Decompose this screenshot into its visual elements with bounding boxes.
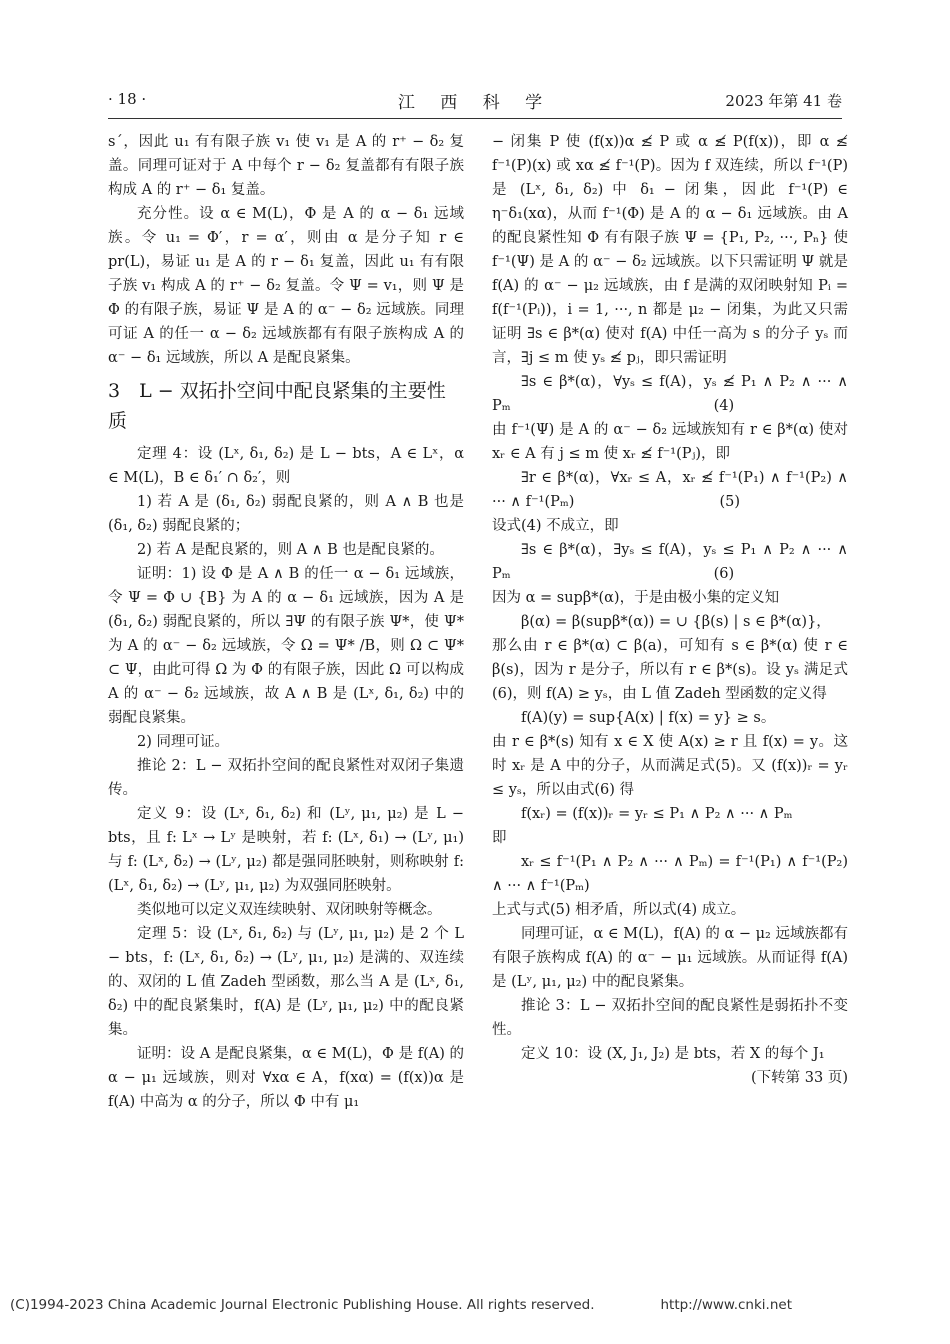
right-column — [492, 130, 848, 1090]
equation-line: xᵣ ≤ f⁻¹(P₁ ∧ P₂ ∧ ··· ∧ Pₘ) = f⁻¹(P₁) ∧ f⁻¹(P₂) ∧ ··· ∧ f⁻¹(Pₘ) — [492, 854, 848, 894]
paragraph: 即 — [492, 830, 507, 846]
paragraph: 同理可证，α ∈ M(L)，f(A) 的 α − μ₂ 远域族都有有限子族构成 f(A) 的 α⁻ − μ₁ 远域族。从而证得 f(A) 是 (Lʸ, μ₁, μ₂) 中的配良紧集。 — [492, 926, 848, 990]
paragraph: 证明：设 A 是配良紧集，α ∈ M(L)，Φ 是 f(A) 的 α − μ₁ 远域族，则对 ∀xα ∈ A，f(xα) = (f(x))α 是 f(A) 中高为 α 的分子，所以 Φ 中有 μ₁ — [108, 1046, 464, 1110]
equation-line: ∃s ∈ β*(α)，∃yₛ ≤ f(A)，yₛ ≤ P₁ ∧ P₂ ∧ ··· ∧ Pₘ (6) — [492, 542, 848, 582]
volume-label: 2023 年第 41 卷 — [725, 92, 842, 110]
paragraph: 由 f⁻¹(Ψ) 是 A 的 α⁻ − δ₂ 远域族知有 r ∈ β*(α) 使对 xᵣ ∈ A 有 j ≤ m 使 xᵣ ≰ f⁻¹(Pⱼ)，即 — [492, 422, 848, 462]
paragraph: 定义 9：设 (Lˣ, δ₁, δ₂) 和 (Lʸ, μ₁, μ₂) 是 L − bts，且 f: Lˣ → Lʸ 是映射，若 f: (Lˣ, δ₁) → (Lʸ, μ₁) 与 f: (Lˣ, δ₂) → (Lʸ, μ₂) 都是强同胚映射，则称映射 f: (Lˣ, δ₁, δ₂) → (Lʸ, μ₁, μ₂) 为双强同胚映射。 — [108, 806, 464, 894]
paragraph: 2) 若 A 是配良紧的，则 A ∧ B 也是配良紧的。 — [137, 542, 444, 558]
section-heading: 3 L − 双拓扑空间中配良紧集的主要性质 — [108, 380, 446, 432]
equation-line: β(α) = β(supβ*(α)) = ∪ {β(s) | s ∈ β*(α)}， — [521, 614, 831, 630]
paragraph: 定理 5：设 (Lˣ, δ₁, δ₂) 与 (Lʸ, μ₁, μ₂) 是 2 个 L − bts，f: (Lˣ, δ₁, δ₂) → (Lʸ, μ₁, μ₂) 是满的、双连续的、双闭的 L 值 Zadeh 型函数，那么当 A 是 (Lˣ, δ₁, δ₂) 中的配良紧集时，f(A) 是 (Lʸ, μ₁, μ₂) 中的配良紧集。 — [108, 926, 464, 1038]
paragraph: 设式(4) 不成立，即 — [492, 518, 619, 534]
journal-title: 江 西 科 学 — [397, 93, 553, 113]
copyright-notice: (C)1994-2023 China Academic Journal Electronic Publishing House. All rights reserved. — [10, 1297, 595, 1313]
page-number: · 18 · — [108, 90, 147, 108]
continuation-note: (下转第 33 页) — [751, 1070, 848, 1086]
paragraph: 因为 α = supβ*(α)，于是由极小集的定义知 — [492, 590, 780, 606]
paragraph: 1) 若 A 是 (δ₁, δ₂) 弱配良紧的，则 A ∧ B 也是 (δ₁, δ₂) 弱配良紧的； — [108, 494, 464, 534]
paragraph: 上式与式(5) 相矛盾，所以式(4) 成立。 — [492, 902, 746, 918]
paragraph: 定理 4：设 (Lˣ, δ₁, δ₂) 是 L − bts，A ∈ Lˣ，α ∈ M(L)，B ∈ δ₁′ ∩ δ₂′，则 — [108, 446, 464, 486]
running-header — [108, 88, 842, 119]
paragraph: 定义 10：设 (X, J₁, J₂) 是 bts，若 X 的每个 J₁ — [521, 1046, 825, 1062]
paragraph: 推论 3：L − 双拓扑空间的配良紧性是弱拓扑不变性。 — [492, 998, 848, 1038]
cnki-url[interactable]: http://www.cnki.net — [660, 1297, 792, 1313]
paragraph: 推论 2：L − 双拓扑空间的配良紧性对双闭子集遗传。 — [108, 758, 464, 798]
equation-line: ∃s ∈ β*(α)，∀yₛ ≤ f(A)，yₛ ≰ P₁ ∧ P₂ ∧ ··· ∧ Pₘ (4) — [492, 374, 848, 414]
equation-line: ∃r ∈ β*(α)，∀xᵣ ≤ A，xᵣ ≰ f⁻¹(P₁) ∧ f⁻¹(P₂) ∧ ··· ∧ f⁻¹(Pₘ) (5) — [492, 470, 848, 510]
paragraph: 类似地可以定义双连续映射、双闭映射等概念。 — [137, 902, 442, 918]
left-column — [108, 130, 464, 1114]
paragraph: 2) 同理可证。 — [137, 734, 229, 750]
equation-line: f(A)(y) = sup{A(x) | f(x) = y} ≥ s。 — [521, 710, 776, 726]
paragraph: 那么由 r ∈ β*(α) ⊂ β(a)，可知有 s ∈ β*(α) 使 r ∈ β(s)，因为 r 是分子，所以有 r ∈ β*(s)。设 yₛ 满足式(6)，则 f(A) ≥ yₛ，由 L 值 Zadeh 型函数的定义得 — [492, 638, 848, 702]
paragraph: 充分性。设 α ∈ M(L)，Φ 是 A 的 α − δ₁ 远域族。令 u₁ = Φ′，r = α′，则由 α 是分子知 r ∈ pr(L)，易证 u₁ 是 A 的 r − δ₁ 复盖，因此 u₁ 有有限子族 v₁ 构成 A 的 r⁺ − δ₂ 复盖。令 Ψ = v₁，则 Ψ 是 Φ 的有限子族，易证 Ψ 是 A 的 α⁻ − δ₂ 远域族。同理可证 A 的任一 α − δ₂ 远域族都有有限子族构成 A 的 α⁻ − δ₁ 远域族，所以 A 是配良紧集。 — [108, 206, 464, 366]
equation-line: f(xᵣ) = (f(x))ᵣ = yᵣ ≤ P₁ ∧ P₂ ∧ ··· ∧ Pₘ — [521, 806, 793, 822]
paragraph: 由 r ∈ β*(s) 知有 x ∈ X 使 A(x) ≥ r 且 f(x) = y。这时 xᵣ 是 A 中的分子，从而满足式(5)。又 (f(x))ᵣ = yᵣ ≤ yₛ，所以由式(6) 得 — [492, 734, 848, 798]
paragraph: − 闭集 P 使 (f(x))α ≰ P 或 α ≰ P(f(x))，即 α ≰ f⁻¹(P)(x) 或 xα ≰ f⁻¹(P)。因为 f 双连续，所以 f⁻¹(P) 是 (Lˣ, δ₁, δ₂) 中 δ₁ − 闭集，因此 f⁻¹(P) ∈ η⁻δ₁(xα)，从而 f⁻¹(Φ) 是 A 的 α − δ₁ 远域族。由 A 的配良紧性知 Φ 有有限子族 Ψ = {P₁, P₂, ···, Pₙ} 使 f⁻¹(Ψ) 是 A 的 α⁻ − δ₂ 远域族。以下只需证明 Ψ 就是 f(A) 的 α⁻ − μ₂ 远域族，由 f 是满的双闭映射知 Pᵢ = f(f⁻¹(Pᵢ))，i = 1, ···, n 都是 μ₂ − 闭集，为此又只需证明 ∃s ∈ β*(α) 使对 f(A) 中任一高为 s 的分子 yₛ 而言，∃j ≤ m 使 yₛ ≰ pⱼ，即只需证明 — [492, 134, 848, 366]
paragraph: 证明：1) 设 Φ 是 A ∧ B 的任一 α − δ₁ 远域族，令 Ψ = Φ ∪ {B} 为 A 的 α − δ₁ 远域族，因为 A 是 (δ₁, δ₂) 弱配良紧的，所以 ∃Ψ 的有限子族 Ψ*，使 Ψ* 为 A 的 α⁻ − δ₂ 远域族，令 Ω = Ψ* /B，则 Ω ⊂ Ψ* ⊂ Ψ，由此可得 Ω 为 Φ 的有限子族，因此 Ω 可以构成 A 的 α⁻ − δ₂ 远域族，故 A ∧ B 是 (Lˣ, δ₁, δ₂) 中的弱配良紧集。 — [108, 566, 464, 726]
paragraph: s´，因此 u₁ 有有限子族 v₁ 使 v₁ 是 A 的 r⁺ − δ₂ 复盖。同理可证对于 A 中每个 r − δ₂ 复盖都有有限子族构成 A 的 r⁺ − δ₁ 复盖。 — [108, 134, 464, 198]
footer — [10, 1297, 940, 1313]
